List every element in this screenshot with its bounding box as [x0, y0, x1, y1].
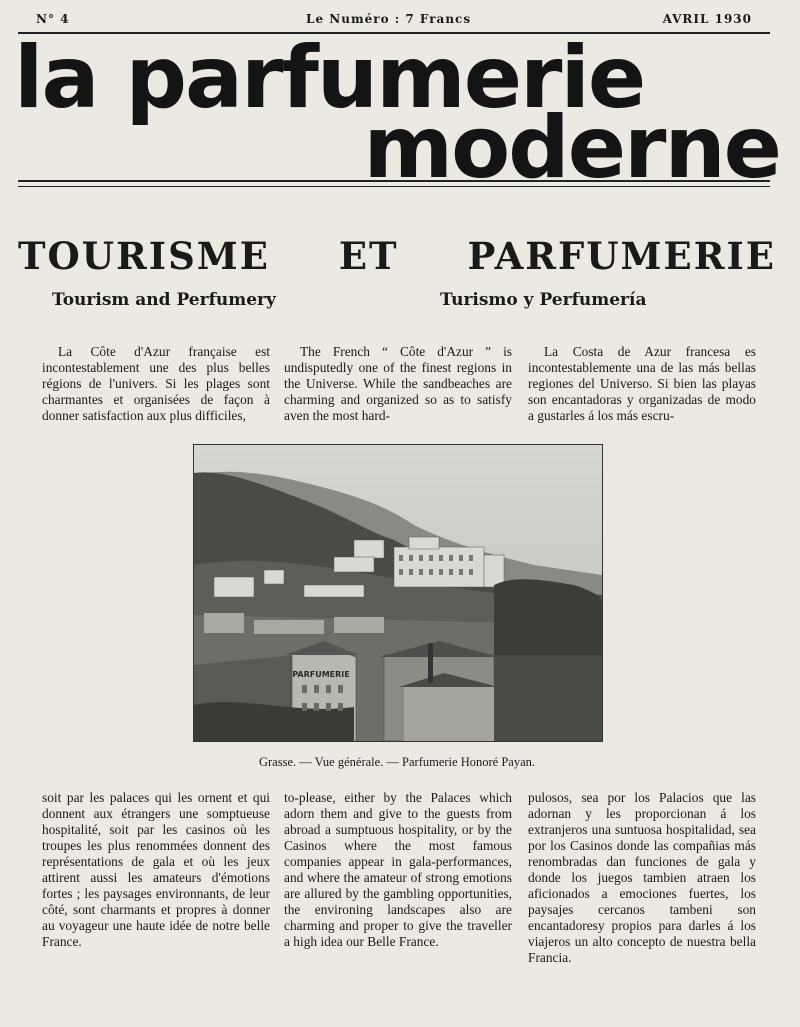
masthead-line-1: la parfumerie — [14, 28, 645, 128]
headline-word: PARFUMERIE — [467, 234, 776, 278]
issue-number: N° 4 — [36, 12, 70, 26]
issue-date: AVRIL 1930 — [662, 12, 752, 26]
headline-word: TOURISME — [18, 234, 270, 278]
masthead-rule-thick — [18, 180, 770, 182]
paragraph-spanish-top: La Costa de Azur francesa es incontestablemente una de las más bellas regiones del Universo. Si bien las playas son encantadoras y organizadas de modo a gustarles á los más escru- — [528, 344, 756, 423]
column-french-top — [42, 344, 270, 424]
subtitle-english: Tourism and Perfumery — [52, 290, 276, 310]
paragraph-french-bottom: soit par les palaces qui les ornent et qui donnent aux étrangers une somptueuse hospitalité, soit par les casinos où les troupes les plus renommées donnent des représentations de gala et où les jeux attirent aussi les amateurs d'émotions fortes ; les paysages environnants, de leur côté, sont charmants et propres à donner au voyageur une haute idée de notre belle France. — [42, 790, 270, 949]
column-english-bottom — [284, 790, 512, 950]
masthead-line-2: moderne — [363, 98, 780, 198]
column-english-top — [284, 344, 512, 424]
grasse-photo — [193, 444, 603, 742]
masthead-rule-thin — [18, 186, 770, 187]
column-spanish-top — [528, 344, 756, 424]
headline-word: ET — [338, 234, 399, 278]
subtitle-spanish: Turismo y Perfumería — [440, 290, 647, 310]
issue-price: Le Numéro : 7 Francs — [306, 12, 472, 26]
paragraph-english-top: The French “ Côte d'Azur ” is undisputedly one of the finest regions in the Universe. While the sandbeaches are charming and organized so as to satisfy aven the most hard- — [284, 344, 512, 423]
paragraph-spanish-bottom: pulosos, sea por los Palacios que las adornan y les proporcionan á los extranjeros una suntuosa hospitalidad, sea por los Casinos donde las compañias más renombradas dan funciones de gala y donde los juegos tambien atraen los aficionados a emociones fuertes, los paysajes cercanos tambeni son encantadoresy propios para darles á los viajeros un alto concepto de nuestra bella Francia. — [528, 790, 756, 965]
masthead — [14, 28, 784, 198]
parfumerie-sign-text: PARFUMERIE — [292, 670, 350, 679]
column-french-bottom — [42, 790, 270, 950]
photo-caption: Grasse. — Vue générale. — Parfumerie Honoré Payan. — [258, 755, 535, 769]
column-spanish-bottom — [528, 790, 756, 966]
paragraph-english-bottom: to-please, either by the Palaces which adorn them and give to the guests from abroad a sumptuous hospitality, or by the Casinos where the most famous companies appear in gala-performances, and where the amateur of strong emotions are allured by the gambling opportunities, the environing landscapes also are charming and proper to give the traveller a high idea our Belle France. — [284, 790, 512, 949]
paragraph-french-top: La Côte d'Azur française est incontestablement une des plus belles régions de l'univers. Si les plages sont charmantes et organisées de façon à donner satisfaction aux plus difficiles, — [42, 344, 270, 423]
article-headline — [18, 234, 776, 278]
